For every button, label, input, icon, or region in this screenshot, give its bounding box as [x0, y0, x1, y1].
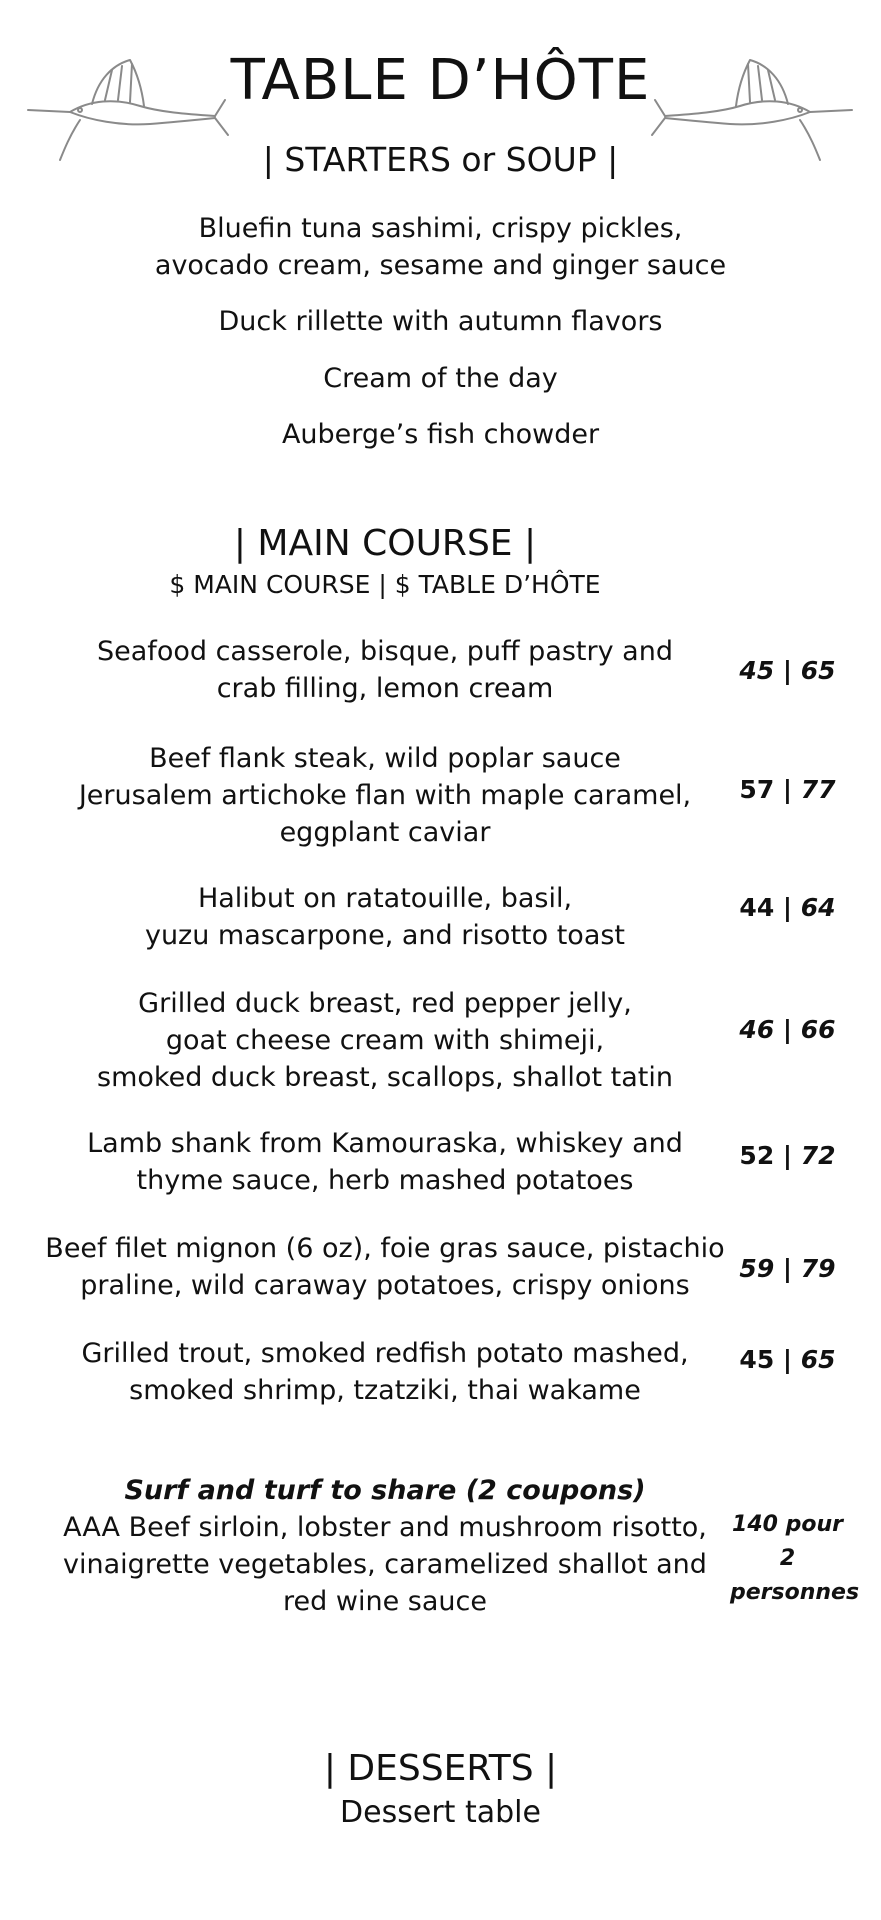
dish-line: Lamb shank from Kamouraska, whiskey and	[87, 1128, 683, 1159]
dish-item	[45, 740, 725, 851]
price-separator: |	[774, 893, 801, 922]
dish-line: Grilled trout, smoked redfish potato mashed,	[81, 1338, 689, 1369]
share-price-line: 140 pour	[732, 1512, 843, 1537]
dish-line: AAA Beef sirloin, lobster and mushroom risotto,	[63, 1512, 707, 1543]
starter-item: Cream of the day	[323, 363, 558, 394]
main-course-heading: | MAIN COURSE |	[233, 523, 537, 564]
starter-item	[0, 210, 881, 284]
price-table-dhote: 77	[800, 775, 836, 804]
dish-line: Beef filet mignon (6 oz), foie gras sauce, pistachio	[45, 1233, 725, 1264]
page-title: TABLE D’HÔTE	[230, 48, 651, 113]
price-separator: |	[774, 775, 801, 804]
price-main: 57	[739, 775, 775, 804]
dish-price	[730, 775, 845, 804]
dish-item	[45, 880, 725, 954]
dish-line: crab filling, lemon cream	[216, 673, 554, 704]
dish-item	[45, 985, 725, 1096]
dish-line: goat cheese cream with shimeji,	[165, 1025, 605, 1056]
price-table-dhote: 64	[800, 893, 836, 922]
dish-line: eggplant caviar	[279, 817, 491, 848]
price-separator: |	[774, 656, 801, 685]
dish-line: Halibut on ratatouille, basil,	[197, 883, 573, 914]
share-price-line: 2 personnes	[730, 1546, 860, 1605]
starter-item: Auberge’s fish chowder	[281, 419, 600, 450]
dessert-item: Dessert table	[340, 1795, 541, 1830]
dish-line: praline, wild caraway potatoes, crispy onions	[80, 1270, 690, 1301]
dish-line: Jerusalem artichoke flan with maple caramel,	[78, 780, 692, 811]
price-separator: |	[774, 1345, 801, 1374]
price-table-dhote: 65	[800, 1345, 836, 1374]
dish-line: yuzu mascarpone, and risotto toast	[144, 920, 626, 951]
starter-line: avocado cream, sesame and ginger sauce	[154, 250, 727, 281]
price-main: 46	[739, 1015, 775, 1044]
dish-price	[730, 1015, 845, 1044]
dish-line: Beef flank steak, wild poplar sauce	[149, 743, 621, 774]
price-separator: |	[774, 1141, 801, 1170]
share-dish-title: Surf and turf to share (2 coupons)	[124, 1475, 646, 1506]
price-main: 45	[739, 1345, 775, 1374]
price-main: 59	[739, 1254, 775, 1283]
share-dish-item	[45, 1472, 725, 1620]
price-main: 45	[739, 656, 775, 685]
price-table-dhote: 65	[800, 656, 836, 685]
dish-line: vinaigrette vegetables, caramelized shallot and	[63, 1549, 707, 1580]
dish-price	[730, 1254, 845, 1283]
dish-line: smoked duck breast, scallops, shallot tatin	[97, 1062, 673, 1093]
share-dish-price	[730, 1508, 860, 1610]
dish-line: Grilled duck breast, red pepper jelly,	[138, 988, 632, 1019]
dish-price	[730, 893, 845, 922]
desserts-heading: | DESSERTS |	[323, 1748, 558, 1789]
dish-price	[730, 1141, 845, 1170]
dish-item	[45, 633, 725, 707]
dish-line: smoked shrimp, tzatziki, thai wakame	[129, 1375, 641, 1406]
dish-item	[45, 1335, 725, 1409]
starter-item: Duck rillette with autumn flavors	[218, 306, 663, 337]
price-separator: |	[774, 1015, 801, 1044]
price-main: 44	[739, 893, 775, 922]
dish-item	[45, 1230, 725, 1304]
starters-heading: | STARTERS or SOUP |	[262, 140, 619, 179]
price-main: 52	[739, 1141, 775, 1170]
dish-price	[730, 1345, 845, 1374]
starter-line: Bluefin tuna sashimi, crispy pickles,	[198, 213, 683, 244]
dish-item	[45, 1125, 725, 1199]
dish-line: red wine sauce	[283, 1586, 487, 1617]
dish-line: Seafood casserole, bisque, puff pastry and	[97, 636, 673, 667]
price-table-dhote: 72	[800, 1141, 836, 1170]
main-course-subheading: $ MAIN COURSE | $ TABLE D’HÔTE	[169, 570, 601, 599]
dish-price	[730, 656, 845, 685]
price-table-dhote: 66	[800, 1015, 836, 1044]
dish-line: thyme sauce, herb mashed potatoes	[136, 1165, 634, 1196]
price-table-dhote: 79	[800, 1254, 836, 1283]
price-separator: |	[774, 1254, 801, 1283]
